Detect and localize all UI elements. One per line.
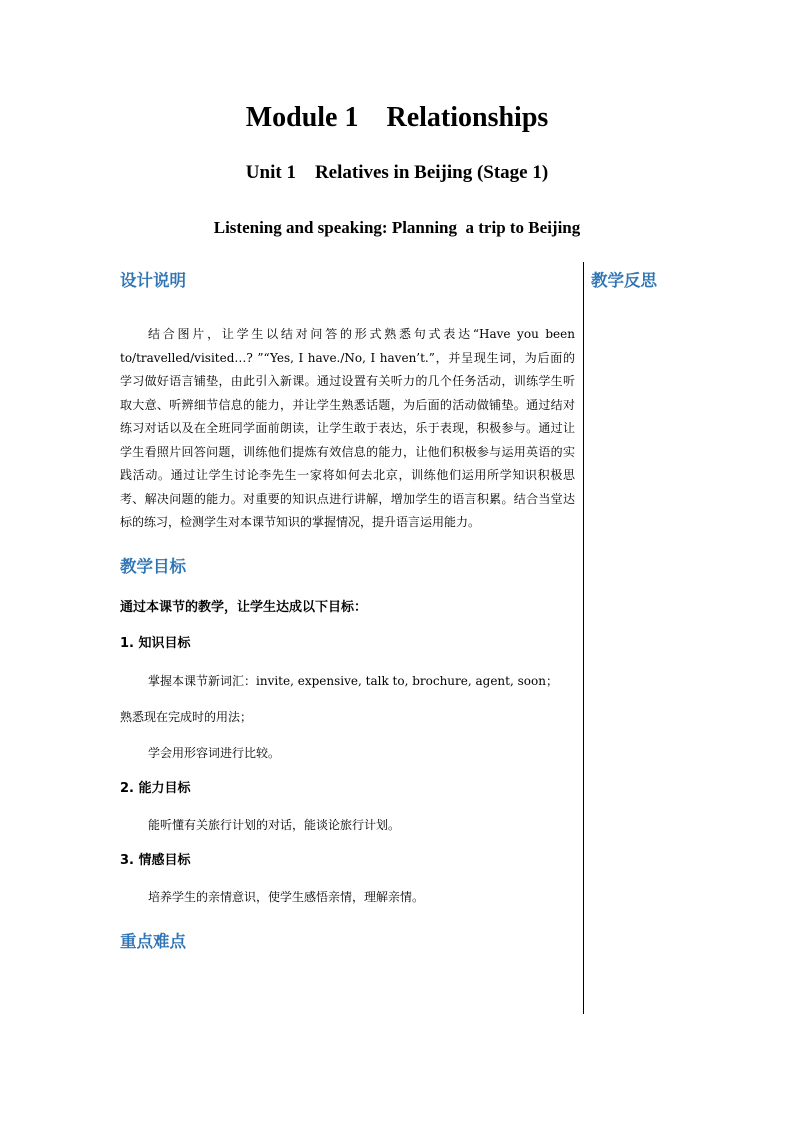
- reflection-heading: 教学反思: [591, 271, 657, 290]
- lesson-title: Listening and speaking: Planning a trip to Beijing: [213, 218, 581, 237]
- knowledge-goal-title: 1. 知识目标: [120, 635, 191, 651]
- column-divider: [583, 262, 584, 1014]
- emotion-goal-title: 3. 情感目标: [120, 852, 191, 868]
- side-column: [591, 262, 741, 292]
- ability-goal-line-1: 能听懂有关旅行计划的对话，能谈论旅行计划。: [148, 817, 401, 832]
- objectives-heading: 教学目标: [120, 556, 186, 576]
- design-heading: 设计说明: [120, 271, 186, 290]
- main-column: [120, 262, 575, 953]
- ability-goal-title: 2. 能力目标: [120, 780, 191, 796]
- knowledge-goal-line-3: 学会用形容词进行比较。: [148, 745, 281, 760]
- unit-subtitle: Unit 1 Relatives in Beijing (Stage 1): [245, 162, 549, 183]
- knowledge-goal-line-1: 掌握本课节新词汇：invite, expensive, talk to, brochure, agent, soon；: [148, 673, 558, 688]
- key-points-heading: 重点难点: [120, 931, 186, 951]
- knowledge-goal-line-2: 熟悉现在完成时的用法；: [120, 709, 253, 724]
- design-paragraph: 结合图片，让学生以结对问答的形式熟悉句式表达“Have you been to/travelled/visited…? ”“Yes, I have./No, I haven’t.”，并呈现生词，为后面的学习做好语言铺垫，由此引入新课。通过设置有关听力的几个任务活动，训练学生听取大意、听辨细节信息的能力，并让学生熟悉话题，为后面的活动做铺垫。通过结对练习对话以及在全班同学面前朗读，让学生敢于表达，乐于表现，积极参与。通过让学生看照片回答问题，训练他们提炼有效信息的能力，让他们积极参与运用英语的实践活动。通过让学生讨论李先生一家将如何去北京，训练他们运用所学知识积极思考、解决问题的能力。对重要的知识点进行讲解，增加学生的语言积累。结合当堂达标的练习，检测学生对本课节知识的掌握情况，提升语言运用能力。: [120, 327, 575, 529]
- emotion-goal-line-1: 培养学生的亲情意识，使学生感悟亲情，理解亲情。: [148, 889, 425, 904]
- module-title: Module 1 Relationships: [245, 102, 549, 133]
- objectives-intro: 通过本课节的教学，让学生达成以下目标：: [120, 599, 368, 615]
